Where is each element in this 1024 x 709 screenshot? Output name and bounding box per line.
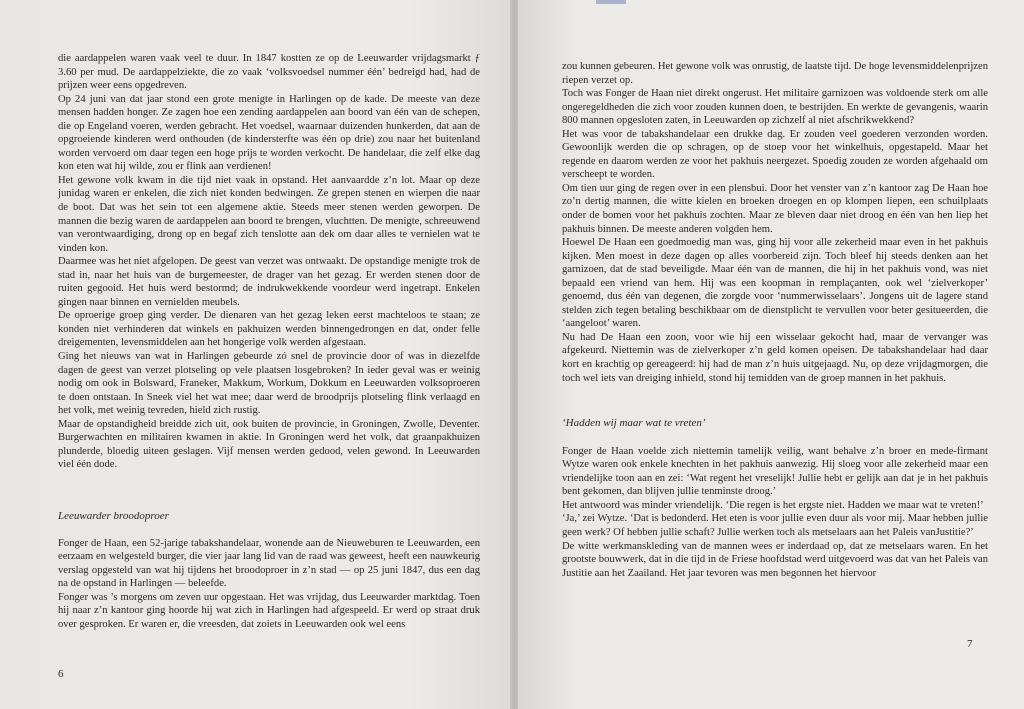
left-paragraph-4: Daarmee was het niet afgelopen. De geest van verzet was ontwaakt. De opstandige menigte trok de stad in, naar het huis van de burgemeester, de drager van het gezag. Er werden stenen door de ruiten gegooid. Het huis werd bestormd; de indrukwekkende voordeur werd ingetrapt. Enkelen gingen naar binnen en vernielden meubels. — [58, 256, 480, 308]
left-text-column — [58, 52, 480, 631]
right-paragraph-6: Nu had De Haan een zoon, voor wie hij een wisselaar gekocht had, maar de vervanger was afgekeurd. Niettemin was de zielverkoper z’n geld komen opeisen. De tabakshandelaar had daar kort en krachtig op gereageerd: hij had de man z’n huis uitgejaagd. Nu, op deze vrijdagmorgen, die toch wel iets van dreiging inhield, stond hij temidden van de groep mannen in het pakhuis. — [562, 331, 988, 384]
right-paragraph-1: zou kunnen gebeuren. Het gewone volk was onrustig, de laatste tijd. De hoge levensmiddelenprijzen riepen verzet op. — [562, 61, 988, 86]
left-paragraph-7: Maar de opstandigheid breidde zich uit, ook buiten de provincie, in Groningen, Zwolle, Deventer. Burgerwachten en militairen kwamen in aktie. In Groningen werd het volk, dat graanpakhuizen plunderde, bloedig uiteen geslagen. Vijf mensen werden gedood, velen gewond. In Leeuwarden viel één dode. — [58, 418, 480, 471]
page-tab-marker — [596, 0, 626, 4]
left-paragraph-3: Het gewone volk kwam in die tijd niet vaak in opstand. Het aanvaardde z’n lot. Maar op deze junidag waren er enkelen, die zich niet konden bedwingen. Ze grepen stenen en wierpen die naar de boot. Dat was het sein tot een algemene aktie. Steeds meer stenen werden geworpen. De mannen die bezig waren de aardappelen aan boord te brengen, vluchtten. De menigte, schreeuwend van verontwaardiging, drong op en begaf zich tenslotte aan dek om daar alles te vernielen wat te vinden kon. — [58, 174, 480, 254]
right-paragraph-2: Toch was Fonger de Haan niet direkt ongerust. Het militaire garnizoen was voldoende sterk om alle ongeregeldheden die zich voor zouden kunnen doen, te bestrijden. En werkte de gevangenis, waarin 800 mannen opgesloten zaten, in Leeuwarden op zichzelf al niet afschrikwekkend? — [562, 88, 988, 127]
left-paragraph-2: Op 24 juni van dat jaar stond een grote menigte in Harlingen op de kade. De meeste van deze mensen hadden honger. Ze zagen hoe een zending aardappelen aan boord van één van de schepen, die op Engeland voeren, werden gebracht. Het voedsel, waarnaar duizenden hunkerden, dat aan de opgroeiende kinderen werd onthouden (de kindersterfte was één op drie) zou naar het buitenland worden vervoerd om daar tegen een hoge prijs te worden verkocht. De handelaar, die zelf elke dag kon eten wat hij wilde, zou er flink aan verdienen! — [58, 93, 480, 173]
left-paragraph-9: Fonger was ’s morgens om zeven uur opgestaan. Het was vrijdag, dus Leeuwarder marktdag. Toen hij naar z’n kantoor ging hoorde hij wat zich in Harlingen had afgespeeld. Er werd op straat druk over gesproken. Er waren er, die vreesden, dat zoiets in Leeuwarden ook wel eens — [58, 591, 480, 630]
right-text-column — [562, 60, 988, 580]
right-paragraph-10: De witte werkmanskleding van de mannen wees er inderdaad op, dat ze metselaars waren. En het grootste bouwwerk, dat in die tijd in de Friese hoofdstad werd uitgevoerd was dat van het Paleis van Justitie aan het Zaailand. Het jaar tevoren was men begonnen het hiervoor — [562, 540, 988, 579]
left-paragraph-5: De oproerige groep ging verder. De dienaren van het gezag leken eerst machteloos te staan; ze konden niet verhinderen dat winkels en pakhuizen werden binnengedrongen en dat, onder felle dreigementen, levensmiddelen aan het hongerige volk werden afgestaan. — [58, 310, 480, 349]
left-paragraph-1: die aardappelen waren vaak veel te duur. In 1847 kostten ze op de Leeuwarder vrijdagsmarkt ƒ 3.60 per mud. De aardappelziekte, die zo vaak ‘volksvoedsel nummer één’ bedreigd had, had de prijzen weer eens opgedreven. — [58, 53, 480, 92]
right-paragraph-8: Het antwoord was minder vriendelijk. ‘Die regen is het ergste niet. Hadden we maar wat te vreten!’ — [562, 499, 984, 511]
section-heading-vreten: ‘Hadden wij maar wat te vreten’ — [562, 417, 706, 430]
right-paragraph-9: ‘Ja,’ zei Wytze. ‘Dat is bedonderd. Het eten is voor jullie even duur als voor mij. Maar hebben jullie geen werk? Of hebben jullie schaft? Jullie werken toch als metselaars aan het Paleis vanJustitie?’ — [562, 513, 988, 538]
right-paragraph-3: Het was voor de tabakshandelaar een drukke dag. Er zouden veel goederen verzonden worden. Gewoonlijk werden die op schragen, op de stoep voor het winkelhuis, opgestapeld. Maar het regende en daarom werden ze voor het pakhuis neergezet. Spoedig zouden ze worden afgehaald om verscheept te worden. — [562, 128, 988, 181]
left-paragraph-6: Ging het nieuws van wat in Harlingen gebeurde zó snel de provincie door of was in diezelfde dagen de geest van verzet plotseling op vele plaatsen losgebroken? In ieder geval was er weinig nodig om ook in Bolsward, Franeker, Makkum, Workum, Dokkum en Leeuwarden volksoproeren te doen ontstaan. In Sneek viel het wat mee; daar werd de broodprijs plotseling flink verlaagd en het volk, met weinig tevreden, hield zich rustig. — [58, 351, 480, 417]
right-page — [518, 0, 1024, 709]
page-number-right: 7 — [967, 638, 973, 650]
right-paragraph-4: Om tien uur ging de regen over in een plensbui. Door het venster van z’n kantoor zag De Haan hoe zo’n dertig mannen, die witte kielen en broeken droegen en op klompen liepen, een schuilplaats onder de bomen voor het pakhuis zochten. Maar ze bleven daar niet droog en één van hen liep het pakhuis binnen. De meeste anderen volgden hem. — [562, 182, 988, 235]
right-paragraph-5: Hoewel De Haan een goedmoedig man was, ging hij voor alle zekerheid maar even in het pakhuis kijken. Men moest in deze dagen op alles voorbereid zijn. Toch bleef hij steeds denken aan het garnizoen, dat de stad beveiligde. Maar één van de mannen, die hij in het pakhuis vond, was niet bepaald een vriend van hem. Hij was een koopman in remplaçanten, ook wel ‘zielverkoper’ genoemd, dus één van degenen, die zorgde voor ‘nummerwisselaars’. Jongens uit de lagere stand stelden zich tegen betaling beschikbaar om de dienstplicht te vervullen voor beter gesitueerden, die ‘aangeloot’ waren. — [562, 237, 988, 330]
right-paragraph-7: Fonger de Haan voelde zich niettemin tamelijk veilig, want behalve z’n broer en mede-firmant Wytze waren ook enkele knechten in het pakhuis aanwezig. Hij sloeg voor alle zekerheid maar een vriendelijke toon aan en zei: ‘Wat regent het vreselijk! Jullie hebt er gelijk aan dat je in het pakhuis bent gekomen, dan blijven jullie tenminste droog.’ — [562, 445, 988, 498]
left-paragraph-8: Fonger de Haan, een 52-jarige tabakshandelaar, wonende aan de Nieuweburen te Leeuwarden, een eerzaam en welgesteld burger, die vier jaar lang lid van de raad was geweest, heeft een nauwkeurig verslag opgesteld van wat hij tijdens het broodoproer in z’n stad — op 25 juni 1847, dus een dag na de opstand in Harlingen — beleefde. — [58, 537, 480, 590]
section-heading-broodoproer: Leeuwarder broodoproer — [58, 509, 169, 522]
page-number-left: 6 — [58, 668, 64, 680]
